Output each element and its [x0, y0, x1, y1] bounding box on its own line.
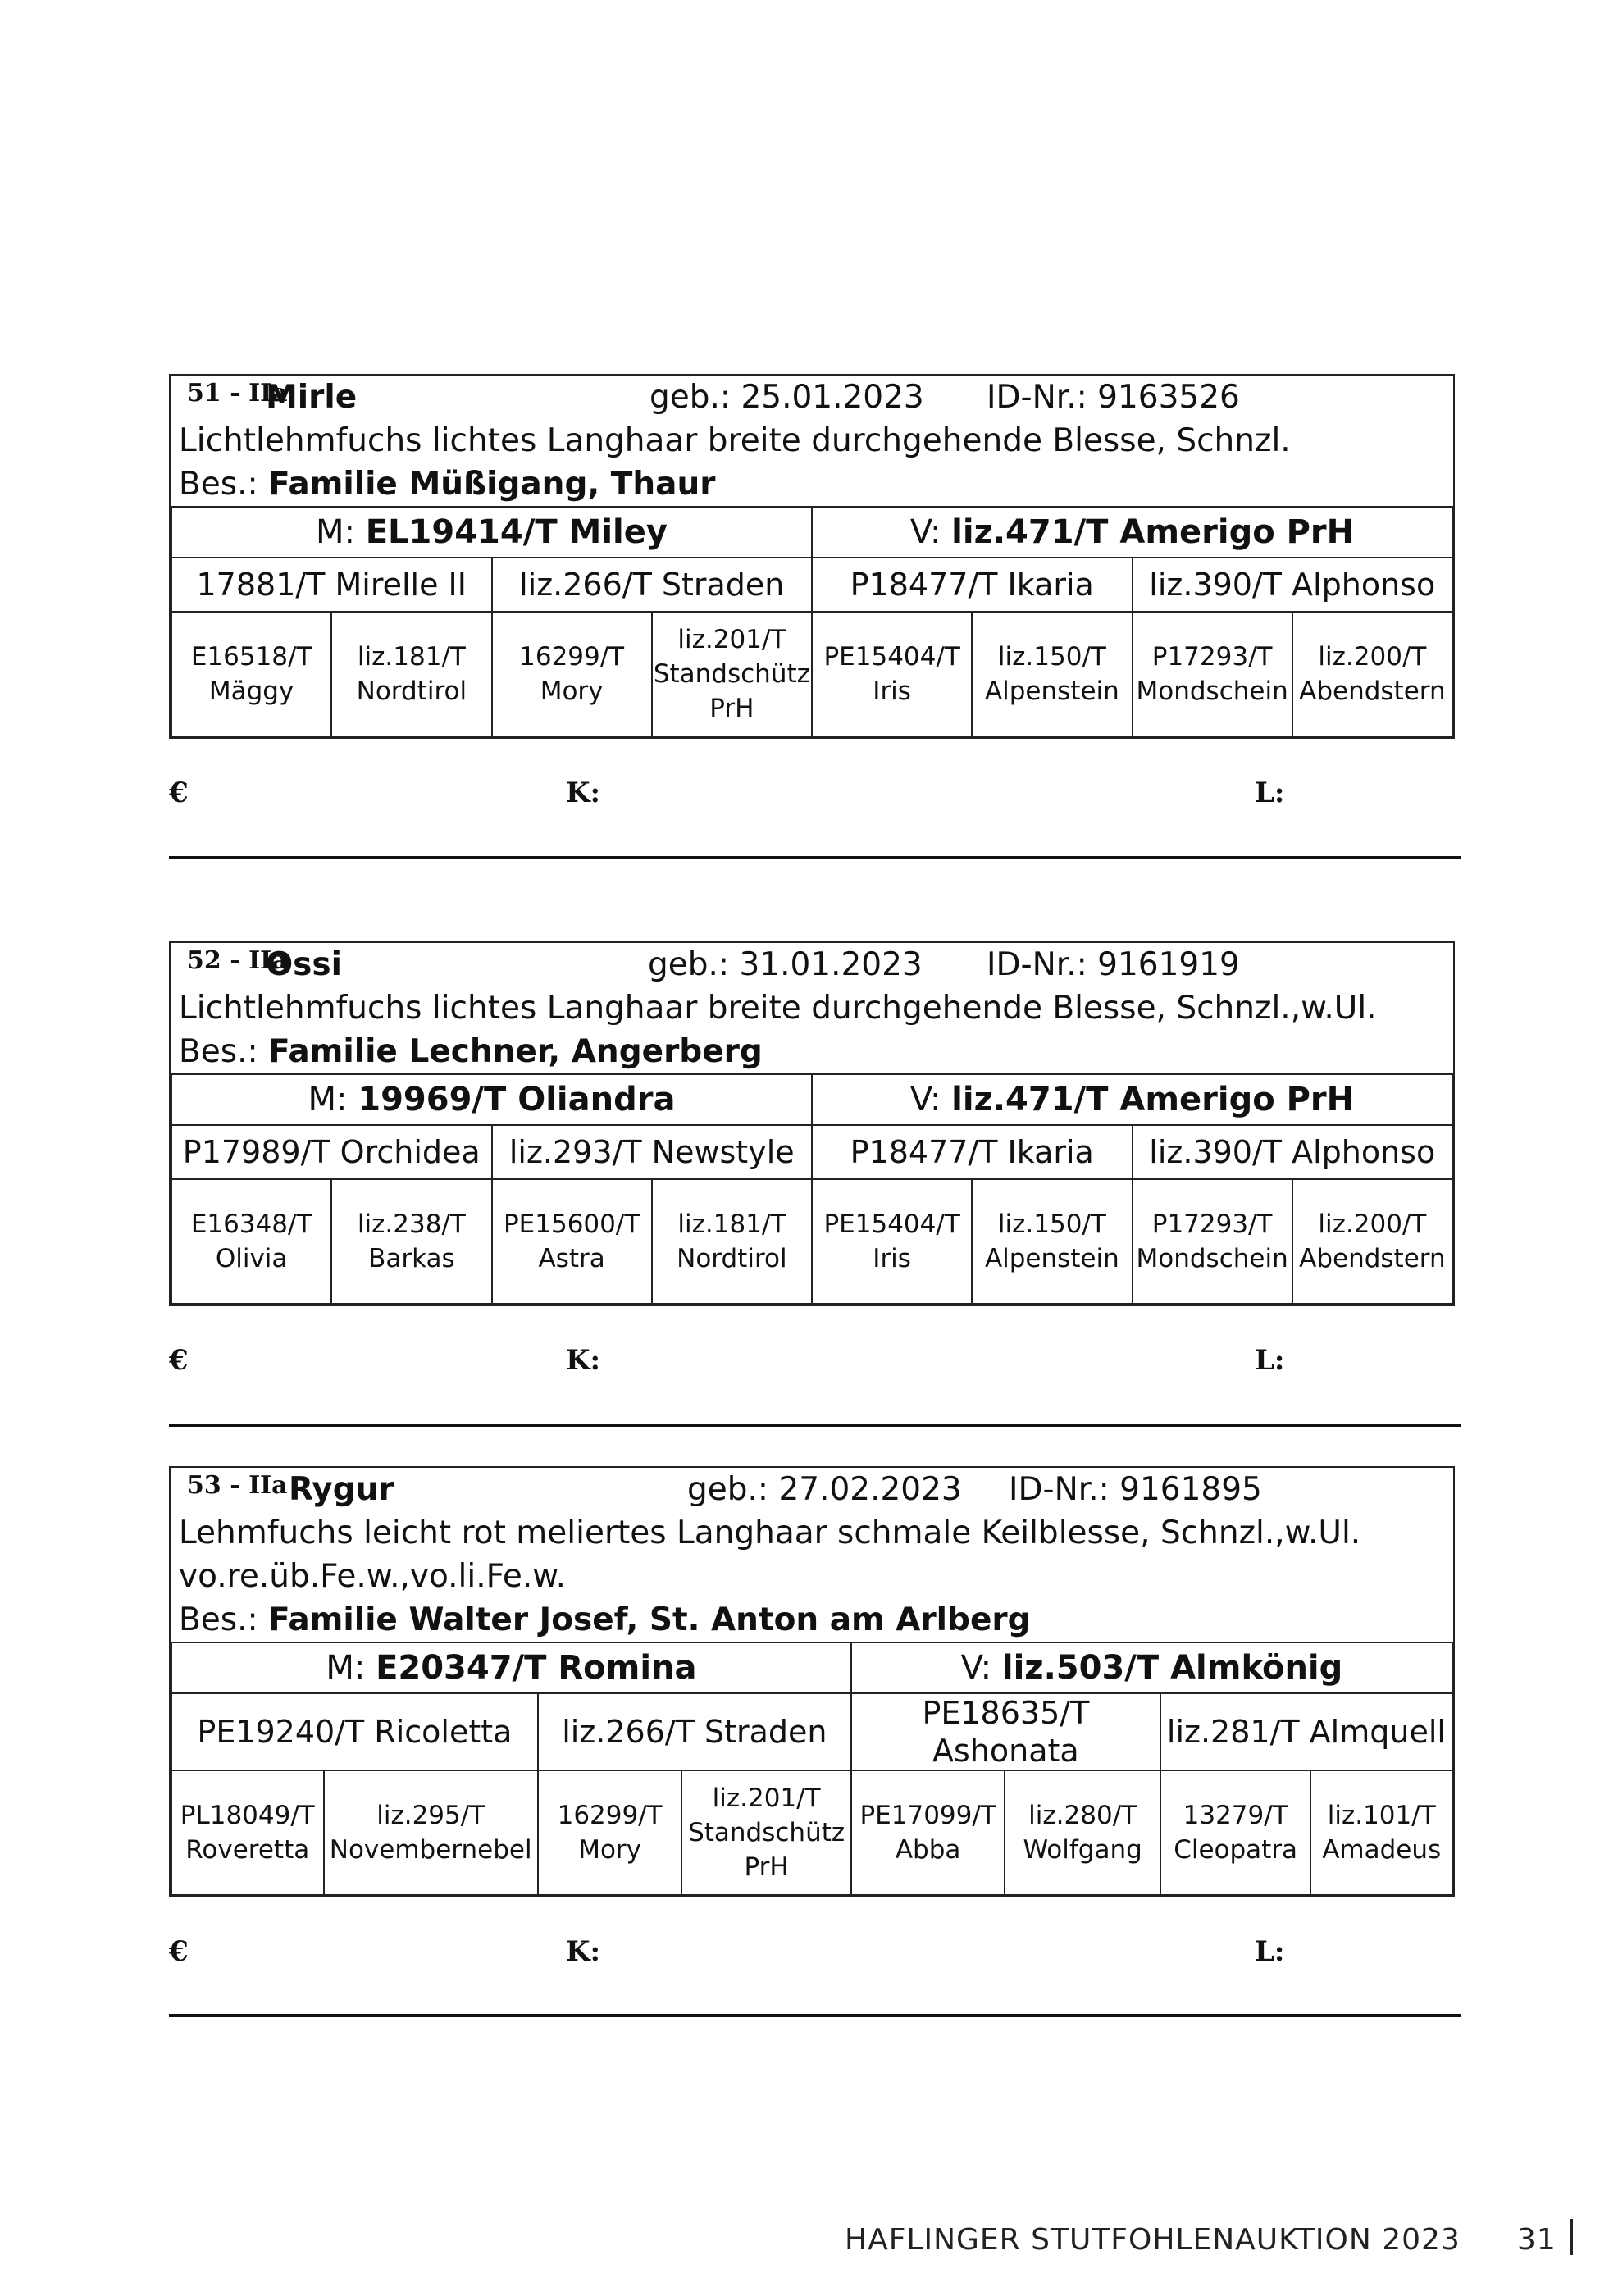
great-grandparent-cell	[1133, 1179, 1292, 1304]
lot-entry	[169, 374, 1455, 808]
great-grandparent-line: PE15600/T	[503, 1210, 640, 1239]
grandparent-cell: P17989/T Orchidea	[171, 1125, 492, 1179]
great-grandparent-line: PE15404/T	[823, 642, 960, 672]
entry-divider	[169, 856, 1461, 859]
owner-line	[179, 1030, 1445, 1073]
great-grandparent-line: Mäggy	[208, 676, 294, 706]
great-grandparent-cell	[652, 612, 812, 736]
great-grandparent-cell	[681, 1770, 850, 1895]
great-grandparent-cell	[1005, 1770, 1160, 1895]
great-grandparent-line: Mory	[540, 676, 604, 706]
father-cell	[812, 507, 1452, 558]
great-grandparent-line: Iris	[873, 676, 911, 706]
great-grandparent-line: Standschütz	[653, 659, 810, 689]
k-label: K:	[566, 1935, 601, 1968]
mother-label: M:	[326, 1649, 366, 1687]
father-cell	[812, 1074, 1452, 1125]
great-grandparent-line: liz.201/T	[712, 1784, 821, 1813]
pedigree-table	[171, 1642, 1453, 1896]
father-name: liz.503/T Almkönig	[1001, 1649, 1343, 1687]
great-grandparent-line: E16518/T	[190, 642, 312, 672]
great-grandparent-line: liz.238/T	[357, 1210, 466, 1239]
mother-name: EL19414/T Miley	[365, 513, 668, 551]
great-grandparent-line: PE17099/T	[859, 1801, 996, 1830]
great-grandparent-cell	[972, 612, 1132, 736]
great-grandparent-line: PrH	[709, 694, 754, 723]
description-line: Lehmfuchs leicht rot meliertes Langhaar schmale Keilblesse, Schnzl.,w.Ul.	[179, 1515, 1361, 1551]
foal-name: Ossi	[266, 946, 342, 983]
great-grandparent-cell	[851, 1770, 1005, 1895]
id-number: ID-Nr.: 9161919	[987, 946, 1240, 983]
lot-header	[171, 1468, 1453, 1642]
great-grandparent-line: Nordtirol	[677, 1244, 787, 1273]
father-cell	[851, 1642, 1452, 1693]
great-grandparent-cell	[492, 1179, 652, 1304]
great-grandparent-line: 16299/T	[519, 642, 625, 672]
great-grandparent-cell	[492, 612, 652, 736]
mother-cell	[171, 1074, 812, 1125]
l-label: L:	[1255, 1344, 1285, 1377]
great-grandparent-cell	[1292, 612, 1452, 736]
grandparent-cell: liz.390/T Alphonso	[1133, 1125, 1453, 1179]
great-grandparent-cell	[1310, 1770, 1452, 1895]
great-grandparent-line: Alpenstein	[984, 1244, 1119, 1273]
great-grandparent-line: Mondschein	[1136, 676, 1288, 706]
id-number: ID-Nr.: 9161895	[1009, 1471, 1262, 1508]
id-number: ID-Nr.: 9163526	[987, 379, 1240, 416]
entry-divider	[169, 2014, 1461, 2017]
description-line: vo.re.üb.Fe.w.,vo.li.Fe.w.	[179, 1558, 567, 1595]
great-grandparent-cell	[331, 612, 491, 736]
great-grandparent-line: Wolfgang	[1023, 1835, 1142, 1865]
page-footer-title: HAFLINGER STUTFOHLENAUKTION 2023	[845, 2223, 1461, 2257]
lot-header	[171, 376, 1453, 506]
great-grandparent-line: PrH	[744, 1852, 789, 1882]
owner-label: Bes.:	[179, 1601, 258, 1638]
great-grandparent-line: liz.280/T	[1028, 1801, 1137, 1830]
pedigree-table	[171, 506, 1453, 737]
great-grandparent-line: liz.201/T	[677, 625, 786, 654]
great-grandparent-line: Roveretta	[185, 1835, 310, 1865]
grandparent-cell: P18477/T Ikaria	[812, 1125, 1133, 1179]
k-label: K:	[566, 1344, 601, 1377]
foal-name: Rygur	[289, 1471, 394, 1508]
lot-number: 52 - IIa	[187, 946, 288, 975]
bid-footer	[169, 1306, 1455, 1375]
grandparent-cell: liz.281/T Almquell	[1160, 1693, 1452, 1770]
great-grandparent-line: Barkas	[368, 1244, 455, 1273]
foal-name: Mirle	[266, 379, 358, 416]
lot-card	[169, 374, 1455, 739]
lot-number: 53 - IIa	[187, 1471, 288, 1500]
great-grandparent-line: Abendstern	[1299, 676, 1446, 706]
great-grandparent-cell	[1133, 612, 1292, 736]
great-grandparent-line: liz.295/T	[376, 1801, 485, 1830]
owner-line	[179, 1598, 1445, 1642]
father-name: liz.471/T Amerigo PrH	[951, 1081, 1355, 1118]
owner-name: Familie Lechner, Angerberg	[268, 1033, 763, 1070]
great-grandparent-line: Abendstern	[1299, 1244, 1446, 1273]
great-grandparent-line: Nordtirol	[356, 676, 467, 706]
great-grandparent-line: 13279/T	[1183, 1801, 1288, 1830]
grandparent-cell: PE18635/T Ashonata	[851, 1693, 1160, 1770]
grandparent-cell: liz.266/T Straden	[492, 558, 813, 612]
great-grandparent-cell	[812, 612, 972, 736]
great-grandparent-line: liz.181/T	[677, 1210, 786, 1239]
lot-entry	[169, 1466, 1455, 1966]
great-grandparent-cell	[171, 1770, 324, 1895]
description-line: Lichtlehmfuchs lichtes Langhaar breite durchgehende Blesse, Schnzl.,w.Ul.	[179, 990, 1377, 1027]
great-grandparent-cell	[171, 612, 331, 736]
description-line: Lichtlehmfuchs lichtes Langhaar breite durchgehende Blesse, Schnzl.	[179, 422, 1291, 459]
great-grandparent-cell	[812, 1179, 972, 1304]
euro-label: €	[169, 1935, 189, 1968]
owner-line	[179, 462, 1445, 506]
lot-header	[171, 943, 1453, 1073]
great-grandparent-line: Abba	[895, 1835, 961, 1865]
father-label: V:	[909, 513, 941, 551]
grandparent-cell: P18477/T Ikaria	[812, 558, 1133, 612]
great-grandparent-line: liz.101/T	[1327, 1801, 1436, 1830]
l-label: L:	[1255, 1935, 1285, 1968]
bid-footer	[169, 1897, 1455, 1966]
lot-entry	[169, 941, 1455, 1375]
pedigree-table	[171, 1073, 1453, 1305]
great-grandparent-line: liz.150/T	[997, 642, 1106, 672]
great-grandparent-line: PL18049/T	[180, 1801, 315, 1830]
great-grandparent-line: P17293/T	[1151, 1210, 1273, 1239]
great-grandparent-line: Novembernebel	[329, 1835, 532, 1865]
great-grandparent-line: E16348/T	[190, 1210, 312, 1239]
great-grandparent-line: Cleopatra	[1174, 1835, 1298, 1865]
great-grandparent-line: Olivia	[215, 1244, 288, 1273]
k-label: K:	[566, 777, 601, 809]
birth-date: geb.: 31.01.2023	[648, 946, 923, 983]
owner-name: Familie Müßigang, Thaur	[268, 466, 716, 503]
great-grandparent-line: PE15404/T	[823, 1210, 960, 1239]
great-grandparent-line: Standschütz	[688, 1818, 845, 1847]
lot-card	[169, 1466, 1455, 1897]
mother-name: E20347/T Romina	[376, 1649, 697, 1687]
father-label: V:	[960, 1649, 992, 1687]
grandparent-cell: PE19240/T Ricoletta	[171, 1693, 538, 1770]
great-grandparent-cell	[1292, 1179, 1452, 1304]
great-grandparent-cell	[972, 1179, 1132, 1304]
lot-number: 51 - IIa	[187, 379, 288, 408]
page-number: 31	[1517, 2223, 1556, 2257]
great-grandparent-line: Astra	[538, 1244, 605, 1273]
mother-label: M:	[308, 1081, 348, 1118]
great-grandparent-cell	[331, 1179, 491, 1304]
mother-name: 19969/T Oliandra	[358, 1081, 676, 1118]
l-label: L:	[1255, 777, 1285, 809]
father-name: liz.471/T Amerigo PrH	[951, 513, 1355, 551]
great-grandparent-line: 16299/T	[557, 1801, 663, 1830]
owner-label: Bes.:	[179, 1033, 258, 1070]
euro-label: €	[169, 1344, 189, 1377]
great-grandparent-cell	[538, 1770, 682, 1895]
euro-label: €	[169, 777, 189, 809]
great-grandparent-line: liz.181/T	[357, 642, 466, 672]
great-grandparent-line: Amadeus	[1322, 1835, 1442, 1865]
mother-label: M:	[316, 513, 356, 551]
entry-divider	[169, 1424, 1461, 1427]
great-grandparent-line: liz.200/T	[1318, 642, 1427, 672]
great-grandparent-line: liz.150/T	[997, 1210, 1106, 1239]
great-grandparent-line: Mory	[578, 1835, 642, 1865]
mother-cell	[171, 1642, 851, 1693]
great-grandparent-line: Alpenstein	[984, 676, 1119, 706]
birth-date: geb.: 25.01.2023	[649, 379, 924, 416]
mother-cell	[171, 507, 812, 558]
great-grandparent-cell	[171, 1179, 331, 1304]
lot-card	[169, 941, 1455, 1306]
grandparent-cell: liz.390/T Alphonso	[1133, 558, 1453, 612]
birth-date: geb.: 27.02.2023	[687, 1471, 962, 1508]
great-grandparent-line: liz.200/T	[1318, 1210, 1427, 1239]
father-label: V:	[909, 1081, 941, 1118]
grandparent-cell: liz.293/T Newstyle	[492, 1125, 813, 1179]
great-grandparent-line: P17293/T	[1151, 642, 1273, 672]
great-grandparent-cell	[1160, 1770, 1311, 1895]
owner-name: Familie Walter Josef, St. Anton am Arlberg	[268, 1601, 1031, 1638]
bid-footer	[169, 739, 1455, 808]
grandparent-cell: liz.266/T Straden	[538, 1693, 851, 1770]
owner-label: Bes.:	[179, 466, 258, 503]
grandparent-cell: 17881/T Mirelle II	[171, 558, 492, 612]
great-grandparent-line: Mondschein	[1136, 1244, 1288, 1273]
great-grandparent-line: Iris	[873, 1244, 911, 1273]
great-grandparent-cell	[324, 1770, 538, 1895]
great-grandparent-cell	[652, 1179, 812, 1304]
page-number-divider	[1570, 2219, 1573, 2255]
